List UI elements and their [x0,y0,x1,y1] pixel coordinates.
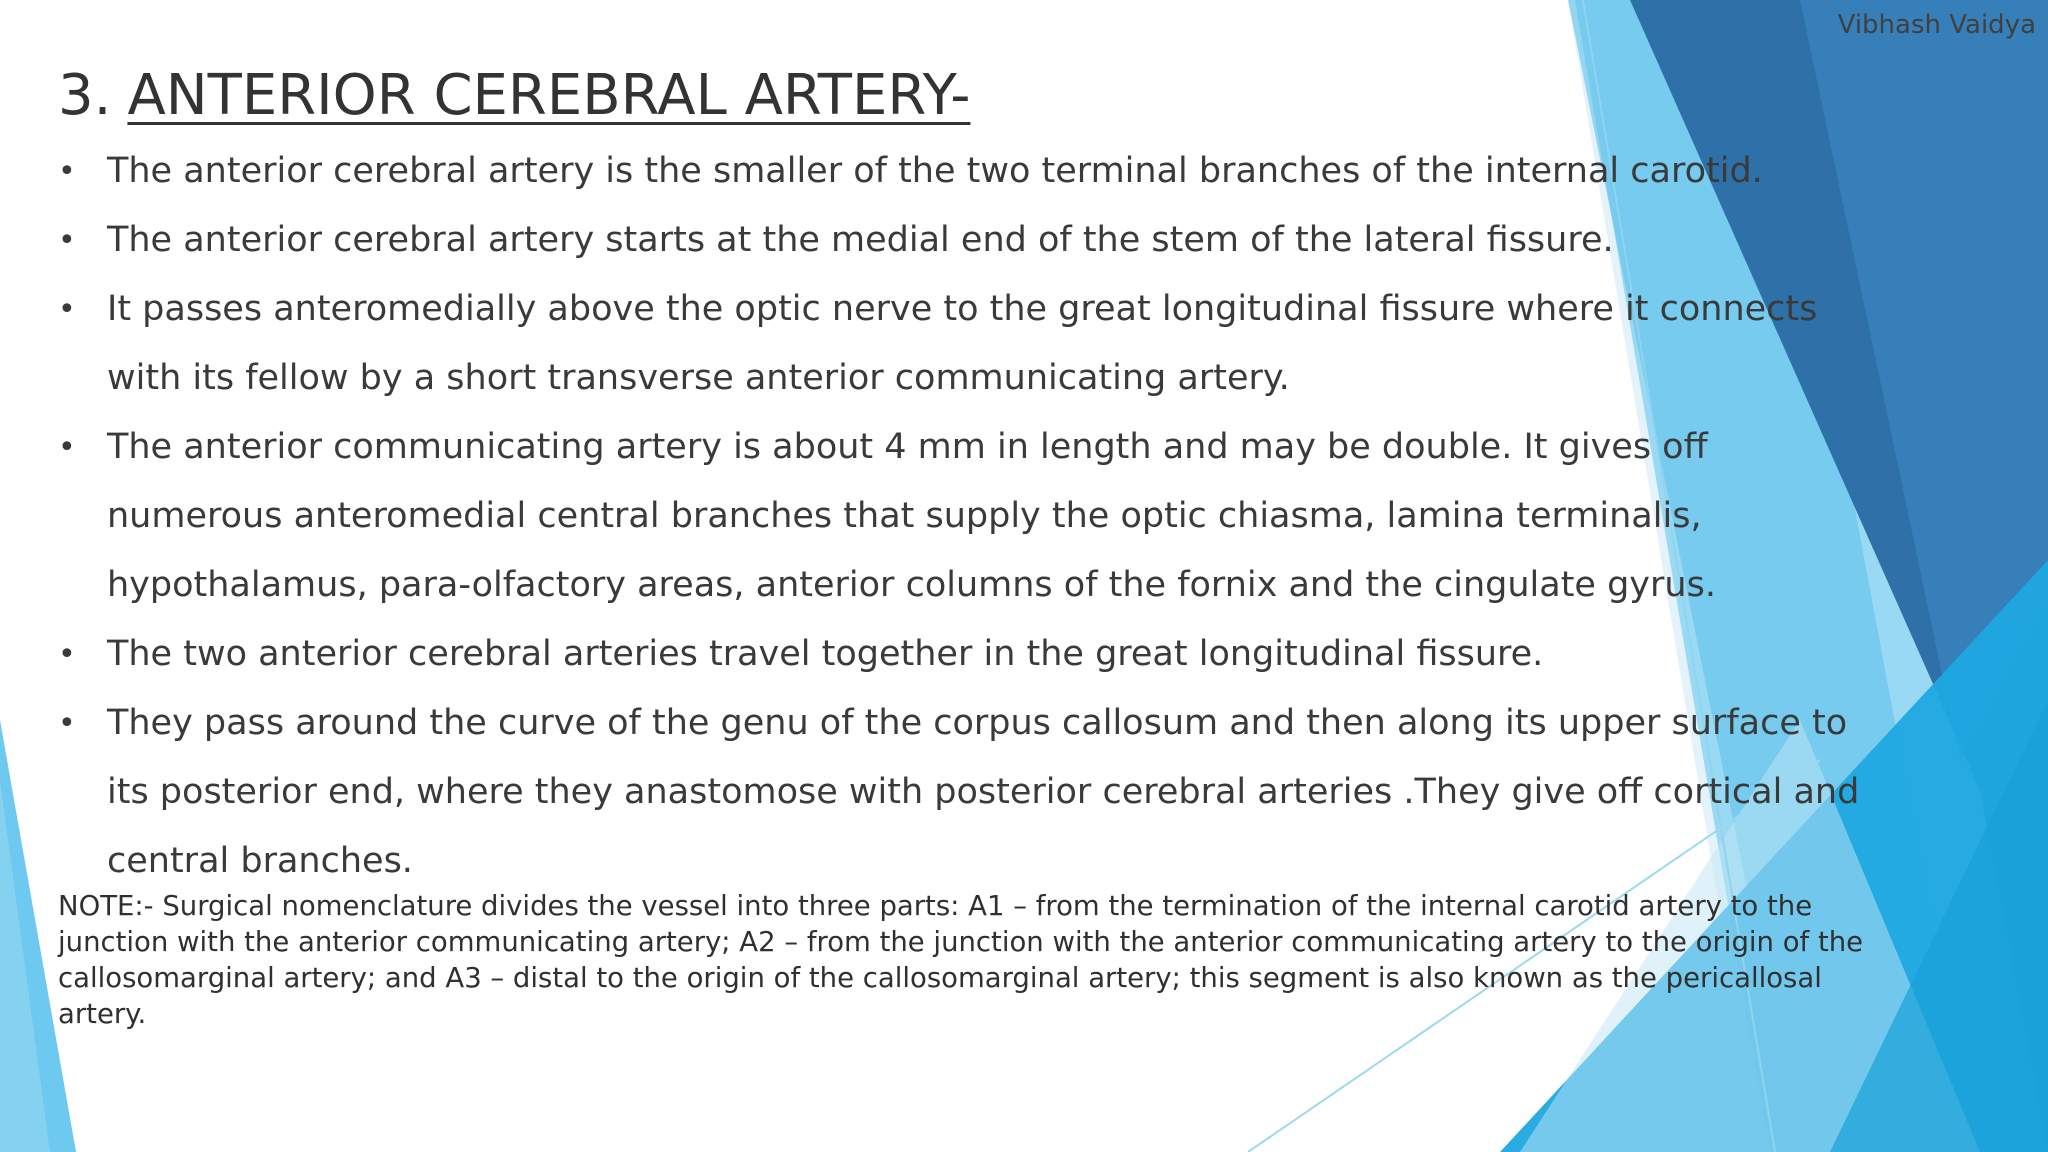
title-text: ANTERIOR CEREBRAL ARTERY- [127,63,971,128]
bullet-text: The anterior communicating artery is about 4 mm in length and may be double. It gives off numerous anteromedial central branches that supply the optic chiasma, lamina terminalis, hypothalamus, para-olfactory areas, anterior columns of the fornix and the cingulate gyrus. [107,427,1716,605]
bullet-text: They pass around the curve of the genu of the corpus callosum and then along its upper surface to its posterior end, where they anastomose with posterior cerebral arteries .They give off cortical and central branches. [107,703,1860,881]
bullet-dot-icon: • [58,637,76,672]
title-number: 3. [58,63,112,128]
bullet-text: The anterior cerebral artery starts at the medial end of the stem of the lateral fissure. [107,220,1614,260]
bullet-item [58,413,1888,620]
bullet-item [58,206,1888,275]
bullet-dot-icon: • [58,154,76,189]
bullet-item [58,620,1888,689]
bullet-dot-icon: • [58,430,76,465]
author-name: Vibhash Vaidya [1837,10,2036,40]
bullet-text: The anterior cerebral artery is the smaller of the two terminal branches of the internal carotid. [107,151,1763,191]
bullet-text: The two anterior cerebral arteries travel together in the great longitudinal fissure. [107,634,1544,674]
bullet-item [58,275,1888,413]
bullet-item [58,689,1888,896]
surgical-nomenclature-note: NOTE:- Surgical nomenclature divides the vessel into three parts: A1 – from the termination of the internal carotid artery to the junction with the anterior communicating artery; A2 – from the junction with the anterior communicating artery to the origin of the callosomarginal artery; and A3 – distal to the origin of the callosomarginal artery; this segment is also known as the pericallosal artery. [58,890,1864,1030]
bullet-list [58,137,1888,896]
slide-title [58,60,970,132]
bullet-dot-icon: • [58,223,76,258]
bullet-item [58,137,1888,206]
bullet-text: It passes anteromedially above the optic nerve to the great longitudinal fissure where it connects with its fellow by a short transverse anterior communicating artery. [107,289,1818,398]
bullet-dot-icon: • [58,292,76,327]
bullet-dot-icon: • [58,706,76,741]
